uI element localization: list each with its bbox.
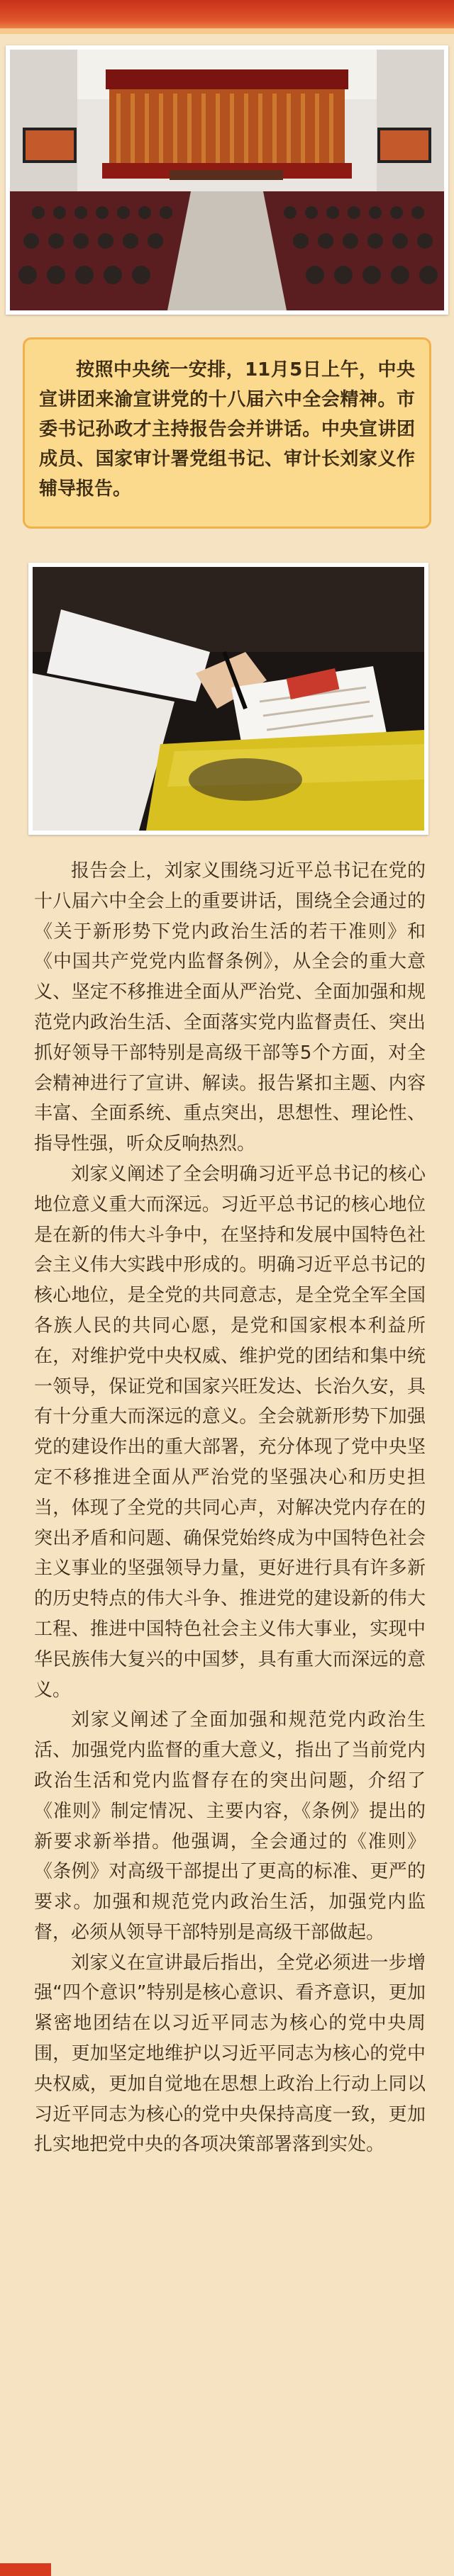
- top-banner: [0, 0, 454, 34]
- body-paragraph: 报告会上，刘家义围绕习近平总书记在党的十八届六中全会上的重要讲话，围绕全会通过的《关于新形势下党内政治生活的若干准则》和《中国共产党党内监督条例》，从全会的重大意义、坚定不移推进全面从严治党、全面加强和规范党内政治生活、全面落实党内监督责任、突出抓好领导干部特别是高级干部等5个方面，对全会精神进行了宣讲、解读。报告紧扣主题、内容丰富、全面系统、重点突出，思想性、理论性、指导性强，听众反响热烈。: [34, 860, 426, 1155]
- bottom-accent-tab: [0, 2563, 51, 2576]
- summary-box: [23, 337, 431, 529]
- article-body: [34, 856, 426, 2160]
- meeting-hall-photo: [6, 45, 448, 315]
- note-taking-photo: [28, 563, 428, 835]
- body-paragraph: 刘家义阐述了全面加强和规范党内政治生活、加强党内监督的重大意义，指出了当前党内政治生活和党内监督存在的突出问题，介绍了《准则》制定情况、主要内容，《条例》提出的新要求新举措。他强调，全会通过的《准则》《条例》对高级干部提出了更高的标准、更严的要求。加强和规范党内政治生活，加强党内监督，必须从领导干部特别是高级干部做起。: [34, 1709, 426, 1943]
- body-paragraph: 刘家义在宣讲最后指出，全党必须进一步增强“四个意识”特别是核心意识、看齐意识，更加紧密地团结在以习近平同志为核心的党中央周围，更加坚定地维护以习近平同志为核心的党中央权威，更加自觉地在思想上政治上行动上同以习近平同志为核心的党中央保持高度一致，更加扎实地把党中央的各项决策部署落到实处。: [34, 1952, 426, 2156]
- meeting-hall-illustration: [10, 50, 444, 310]
- note-taking-illustration: [33, 567, 424, 831]
- body-paragraph: 刘家义阐述了全会明确习近平总书记的核心地位意义重大而深远。习近平总书记的核心地位是在新的伟大斗争中，在坚持和发展中国特色社会主义伟大实践中形成的。明确习近平总书记的核心地位，是全党的共同意志，是全党全军全国各族人民的共同心愿，是党和国家根本利益所在，对维护党中央权威、维护党的团结和集中统一领导，保证党和国家兴旺发达、长治久安，具有十分重大而深远的意义。全会就新形势下加强党的建设作出的重大部署，充分体现了党中央坚定不移推进全面从严治党的坚强决心和历史担当，体现了全党的共同心声，对解决党内存在的突出矛盾和问题、确保党始终成为中国特色社会主义事业的坚强领导力量，更好进行具有许多新的历史特点的伟大斗争、推进党的建设新的伟大工程、推进中国特色社会主义伟大事业，实现中华民族伟大复兴的中国梦，具有重大而深远的意义。: [34, 1163, 426, 1701]
- summary-text: 按照中央统一安排，11月5日上午，中央宣讲团来渝宣讲党的十八届六中全会精神。市委书记孙政才主持报告会并讲话。中央宣讲团成员、国家审计署党组书记、审计长刘家义作辅导报告。: [39, 359, 415, 500]
- banner-stripe: [0, 28, 454, 34]
